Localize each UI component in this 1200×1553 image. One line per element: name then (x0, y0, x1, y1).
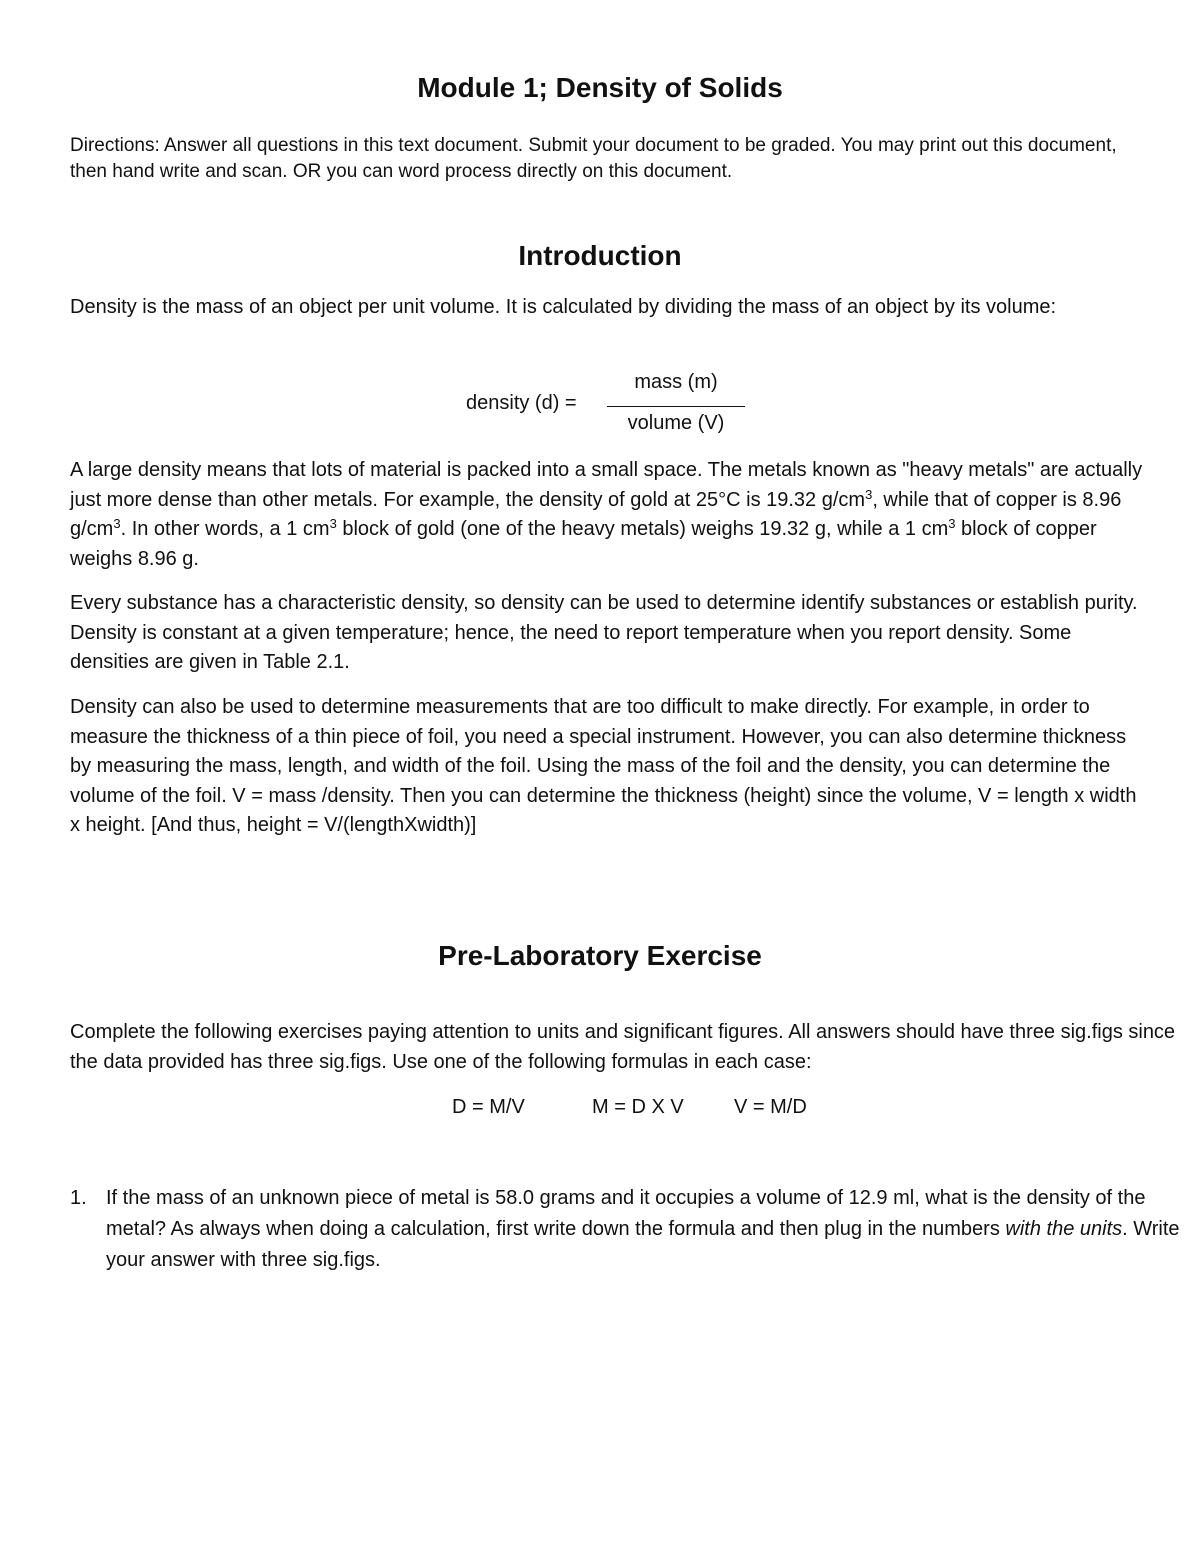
formula-lhs: density (d) = (466, 392, 577, 414)
fraction-bar (607, 406, 745, 407)
formula-fraction (607, 366, 745, 436)
prelab-heading: Pre-Laboratory Exercise (438, 940, 762, 971)
intro-paragraph-2 (70, 456, 1150, 574)
p2-text-2: , while that of copper is 8.96 g/cm (70, 488, 1122, 540)
density-formula (0, 366, 1200, 446)
formula-denominator: volume (V) (627, 412, 725, 434)
question-emphasis: with the units (1005, 1218, 1123, 1240)
intro-paragraph-4: Density can also be used to determine measurements that are too difficult to make directly. For example, in order to measure the thickness of a thin piece of foil, you need a special instrument. However, you can also determine thickness by measuring the mass, length, and width of the foil. Using the mass of the foil and the density, you can determine the volume of the foil. V = mass /density. Then you can determine the thickness (height) since the volume, V = length x width x height. [And thus, height = V/(lengthXwidth)] (70, 696, 1137, 836)
introduction-heading: Introduction (518, 240, 682, 271)
superscript-3: 3 (329, 516, 337, 531)
directions-text: Directions: Answer all questions in this text document. Submit your document to be graded. You may print out this document, then hand write and scan. OR you can word process directly on this document. (70, 135, 1117, 182)
formula-list (0, 1094, 1200, 1124)
question-number: 1. (70, 1187, 87, 1209)
formula-density: D = M/V (452, 1096, 525, 1118)
superscript-3: 3 (113, 516, 121, 531)
superscript-3: 3 (865, 486, 873, 502)
p2-text-1: A large density means that lots of material is packed into a small space. The metals known as "heavy metals" are actually just more dense than other metals. For example, the density of gold at 25°C is 19.32 g/cm (70, 459, 1143, 511)
question-text (106, 1183, 1186, 1276)
formula-mass: M = D X V (592, 1096, 684, 1118)
question-text-part-2: . Write your answer with three sig.figs. (106, 1218, 1180, 1271)
formula-numerator: mass (m) (634, 371, 718, 393)
document-title: Module 1; Density of Solids (417, 72, 783, 103)
p2-text-3: . In other words, a 1 cm (120, 518, 330, 540)
superscript-3: 3 (948, 516, 956, 531)
p2-text-4: block of gold (one of the heavy metals) weighs 19.32 g, while a 1 cm (336, 518, 949, 540)
question-text-part-1: If the mass of an unknown piece of metal is 58.0 grams and it occupies a volume of 12.9 ml, what is the density of the metal? As always when doing a calculation, first write down the formula and then plug in the numbers (106, 1187, 1146, 1240)
prelab-paragraph: Complete the following exercises paying attention to units and significant figures. All answers should have three sig.figs since the data provided has three sig.figs. Use one of the following formulas in each case: (70, 1021, 1176, 1073)
intro-paragraph-1: Density is the mass of an object per unit volume. It is calculated by dividing the mass of an object by its volume: (70, 296, 1057, 318)
p2-text-5: block of copper weighs 8.96 g. (70, 518, 1097, 570)
intro-paragraph-3: Every substance has a characteristic density, so density can be used to determine identify substances or establish purity. Density is constant at a given temperature; hence, the need to report temperature when you report density. Some densities are given in Table 2.1. (70, 592, 1138, 673)
formula-volume: V = M/D (734, 1096, 807, 1118)
